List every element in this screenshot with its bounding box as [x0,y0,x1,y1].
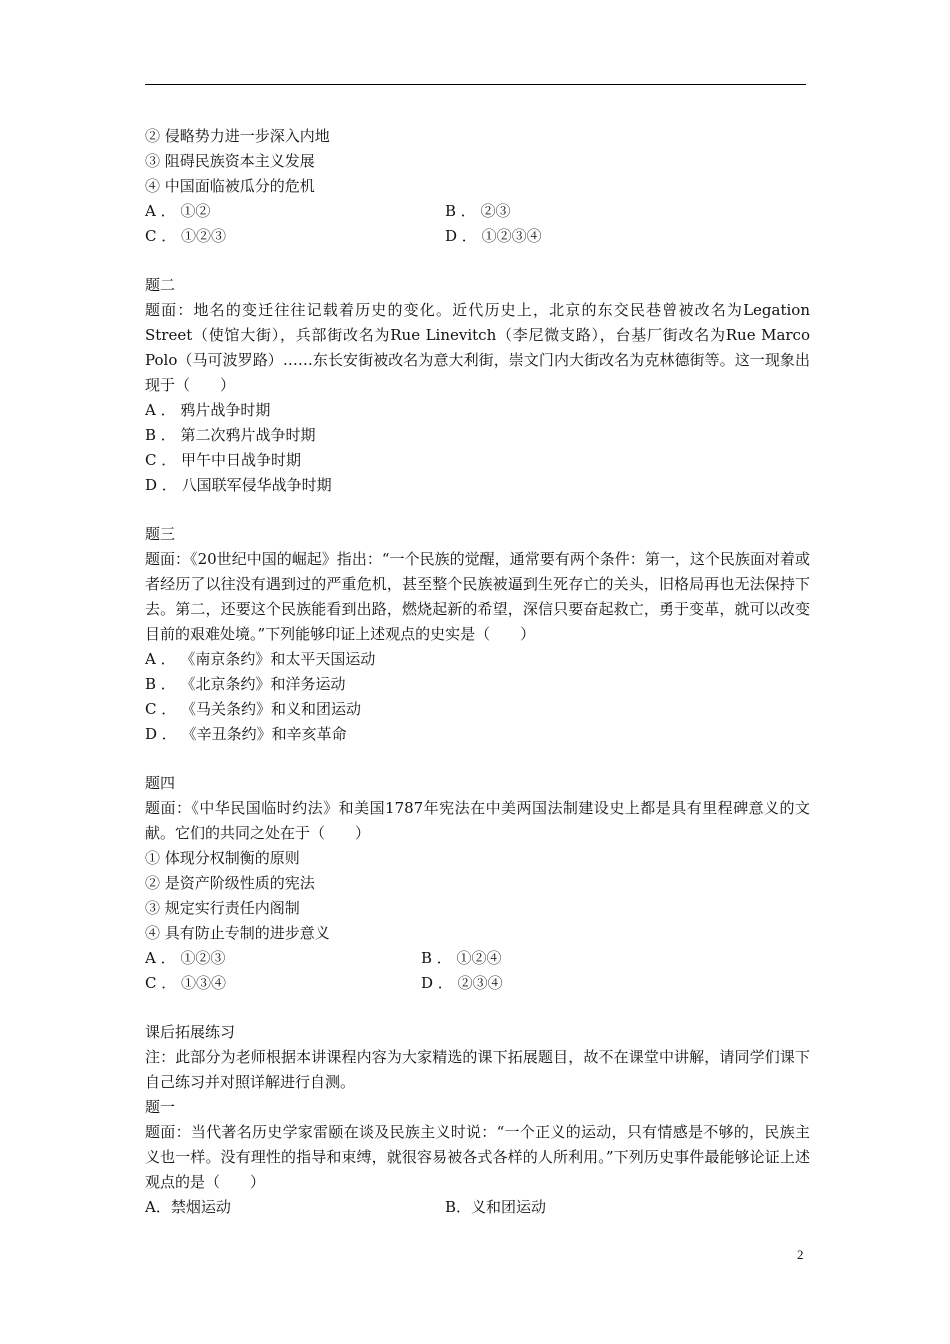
header-rule [145,84,806,85]
answer-item: ② 侵略势力进一步深入内地 [145,127,330,145]
question-heading: 题一 [145,1098,176,1116]
option-d: D ． 《辛丑条约》和辛亥革命 [145,725,347,743]
option-a: A ． ①②③ [145,949,226,967]
option-c: C ． 《马关条约》和义和团运动 [145,700,362,718]
options-row [145,971,810,996]
option-a: A ． ①② [145,202,211,220]
options-row [145,1195,810,1220]
option-d: D ． ②③④ [421,974,503,992]
option-c: C ． 甲午中日战争时期 [145,451,302,469]
option-a: A ． 《南京条约》和太平天国运动 [145,650,376,668]
question-heading: 题三 [145,525,176,543]
option-a: A ． 鸦片战争时期 [145,401,271,419]
question-stem: 题面：当代著名历史学家雷颐在谈及民族主义时说：“一个正义的运动，只有情感是不够的，民族主义也一样。没有理性的指导和束缚，就很容易被各式各样的人所利用。”下列历史事件最能够论证上述观点的是（ ） [145,1123,810,1191]
answer-item: ③ 规定实行责任内阁制 [145,899,300,917]
option-c: C ． ①③④ [145,974,227,992]
document-body [145,124,810,1220]
options-row [145,224,810,249]
option-d: D ． ①②③④ [445,227,542,245]
question-stem: 题面：《20世纪中国的崛起》指出：“一个民族的觉醒，通常要有两个条件：第一，这个民族面对着或者经历了以往没有遇到过的严重危机，甚至整个民族被逼到生死存亡的关头，旧格局再也无法保持下去。第二，还要这个民族能看到出路，燃烧起新的希望，深信只要奋起救亡，勇于变革，就可以改变目前的艰难处境。”下列能够印证上述观点的史实是（ ） [145,550,810,643]
options-row [145,946,810,971]
option-d: D ． 八国联军侵华战争时期 [145,476,332,494]
option-b: B ． ①②④ [421,949,502,967]
options-row [145,199,810,224]
question-stem: 题面：地名的变迁往往记载着历史的变化。近代历史上，北京的东交民巷曾被改名为Legation Street（使馆大街），兵部街改名为Rue Linevitch（李尼微支路），台基厂街改名为Rue Marco Polo（马可波罗路）……东长安街被改名为意大利街，崇文门内大街改名为克林德街等。这一现象出现于（ ） [145,301,810,394]
question-heading: 题二 [145,276,176,294]
option-b: B ． 《北京条约》和洋务运动 [145,675,346,693]
option-b: B．义和团运动 [445,1198,547,1216]
section-heading: 课后拓展练习 [145,1023,236,1041]
option-b: B ． ②③ [445,202,511,220]
answer-item: ① 体现分权制衡的原则 [145,849,300,867]
answer-item: ② 是资产阶级性质的宪法 [145,874,315,892]
page-number: 2 [797,1247,804,1262]
option-b: B ． 第二次鸦片战争时期 [145,426,316,444]
answer-item: ③ 阻碍民族资本主义发展 [145,152,315,170]
answer-item: ④ 具有防止专制的进步意义 [145,924,330,942]
answer-item: ④ 中国面临被瓜分的危机 [145,177,315,195]
question-stem: 题面：《中华民国临时约法》和美国1787年宪法在中美两国法制建设史上都是具有里程碑意义的文献。它们的共同之处在于（ ） [145,799,810,842]
section-note: 注：此部分为老师根据本讲课程内容为大家精选的课下拓展题目，故不在课堂中讲解，请同学们课下自己练习并对照详解进行自测。 [145,1048,810,1091]
question-heading: 题四 [145,774,176,792]
option-c: C ． ①②③ [145,227,227,245]
option-a: A．禁烟运动 [145,1198,231,1216]
